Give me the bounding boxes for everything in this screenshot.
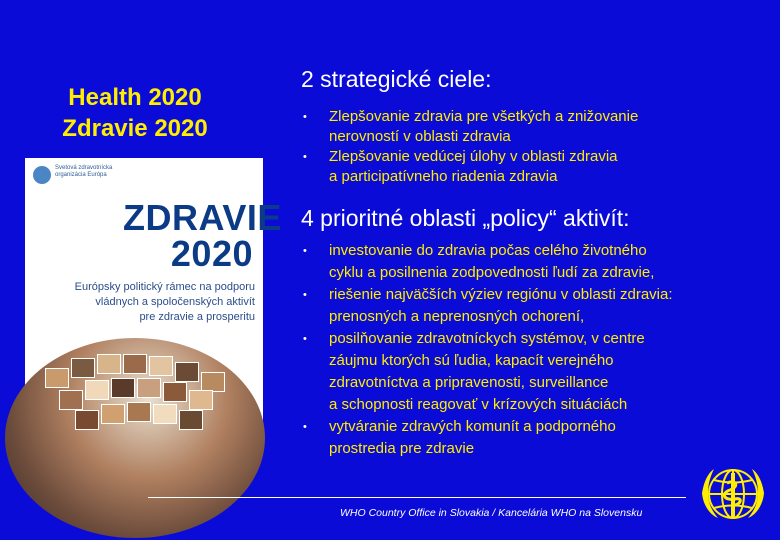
list-item-line: záujmu ktorých sú ľudia, kapacít verejného — [329, 352, 614, 369]
photo-tile — [179, 410, 203, 430]
photo-tile — [111, 378, 135, 398]
list-item — [303, 416, 673, 460]
photo-tile — [149, 356, 173, 376]
cover-subtitle-line1: Európsky politický rámec na podporu — [74, 281, 255, 293]
list-item — [303, 107, 638, 147]
left-title-line1: Health 2020 — [68, 84, 202, 111]
list-item-line: Zlepšovanie vedúcej úlohy v oblasti zdravia — [329, 148, 618, 165]
strategic-goals-list — [303, 107, 638, 187]
footer-divider — [148, 497, 686, 498]
cover-title — [123, 197, 282, 274]
photo-tile — [101, 404, 125, 424]
photo-tile — [127, 402, 151, 422]
cover-subtitle-line3: pre zdravie a prosperitu — [139, 311, 255, 323]
photo-tile — [59, 390, 83, 410]
cover-org-text: Svetová zdravotnícka organizácia Európa — [55, 165, 113, 178]
book-cover-image — [25, 158, 282, 456]
bullet-icon: • — [303, 421, 307, 433]
list-item-line: posilňovanie zdravotníckych systémov, v centre — [329, 330, 645, 347]
photo-tile — [201, 372, 225, 392]
who-emblem-icon — [33, 166, 51, 184]
photo-tile — [163, 382, 187, 402]
list-item-line: a schopnosti reagovať v krízových situáciách — [329, 396, 628, 413]
heading-policy-areas: 4 prioritné oblasti „policy“ aktivít: — [301, 205, 630, 231]
who-emblem-icon — [700, 463, 766, 525]
cover-subtitle-line2: vládnych a spoločenských aktivít — [95, 296, 255, 308]
list-item-line: zdravotníctva a pripravenosti, surveillance — [329, 374, 609, 391]
list-item-line: a participatívneho riadenia zdravia — [329, 168, 558, 185]
cover-title-line2: 2020 — [170, 233, 253, 274]
photo-tile — [175, 362, 199, 382]
photo-tile — [97, 354, 121, 374]
list-item-line: vytváranie zdravých komunít a podporného — [329, 418, 616, 435]
policy-areas-list — [303, 240, 673, 460]
list-item-line: prenosných a neprenosných ochorení, — [329, 308, 585, 325]
cover-title-line1: ZDRAVIE — [123, 197, 282, 238]
cover-subtitle — [65, 280, 255, 325]
list-item-line: riešenie najväčších výziev regiónu v oblasti zdravia: — [329, 286, 673, 303]
list-item-line: cyklu a posilnenia zodpovednosti ľudí za zdravie, — [329, 264, 655, 281]
list-item-line: prostredia pre zdravie — [329, 440, 475, 457]
bullet-icon: • — [303, 289, 307, 301]
list-item — [303, 284, 673, 328]
photo-tile — [85, 380, 109, 400]
list-item-line: investovanie do zdravia počas celého životného — [329, 242, 647, 259]
list-item — [303, 240, 673, 284]
list-item-line: Zlepšovanie zdravia pre všetkých a znižovanie — [329, 108, 639, 125]
photo-tile — [75, 410, 99, 430]
footer-text: WHO Country Office in Slovakia / Kancelária WHO na Slovensku — [340, 507, 643, 519]
photo-tile — [71, 358, 95, 378]
list-item — [303, 328, 673, 416]
photo-tile — [45, 368, 69, 388]
list-item — [303, 147, 638, 187]
bullet-icon: • — [303, 333, 307, 345]
photo-tile — [137, 378, 161, 398]
left-title-line2: Zdravie 2020 — [62, 115, 208, 142]
bullet-icon: • — [303, 111, 307, 123]
photo-tile — [153, 404, 177, 424]
photo-tile — [123, 354, 147, 374]
left-title — [40, 82, 230, 144]
photo-tile — [189, 390, 213, 410]
bullet-icon: • — [303, 151, 307, 163]
heading-strategic-goals: 2 strategické ciele: — [301, 66, 492, 92]
bullet-icon: • — [303, 245, 307, 257]
list-item-line: nerovností v oblasti zdravia — [329, 128, 511, 145]
